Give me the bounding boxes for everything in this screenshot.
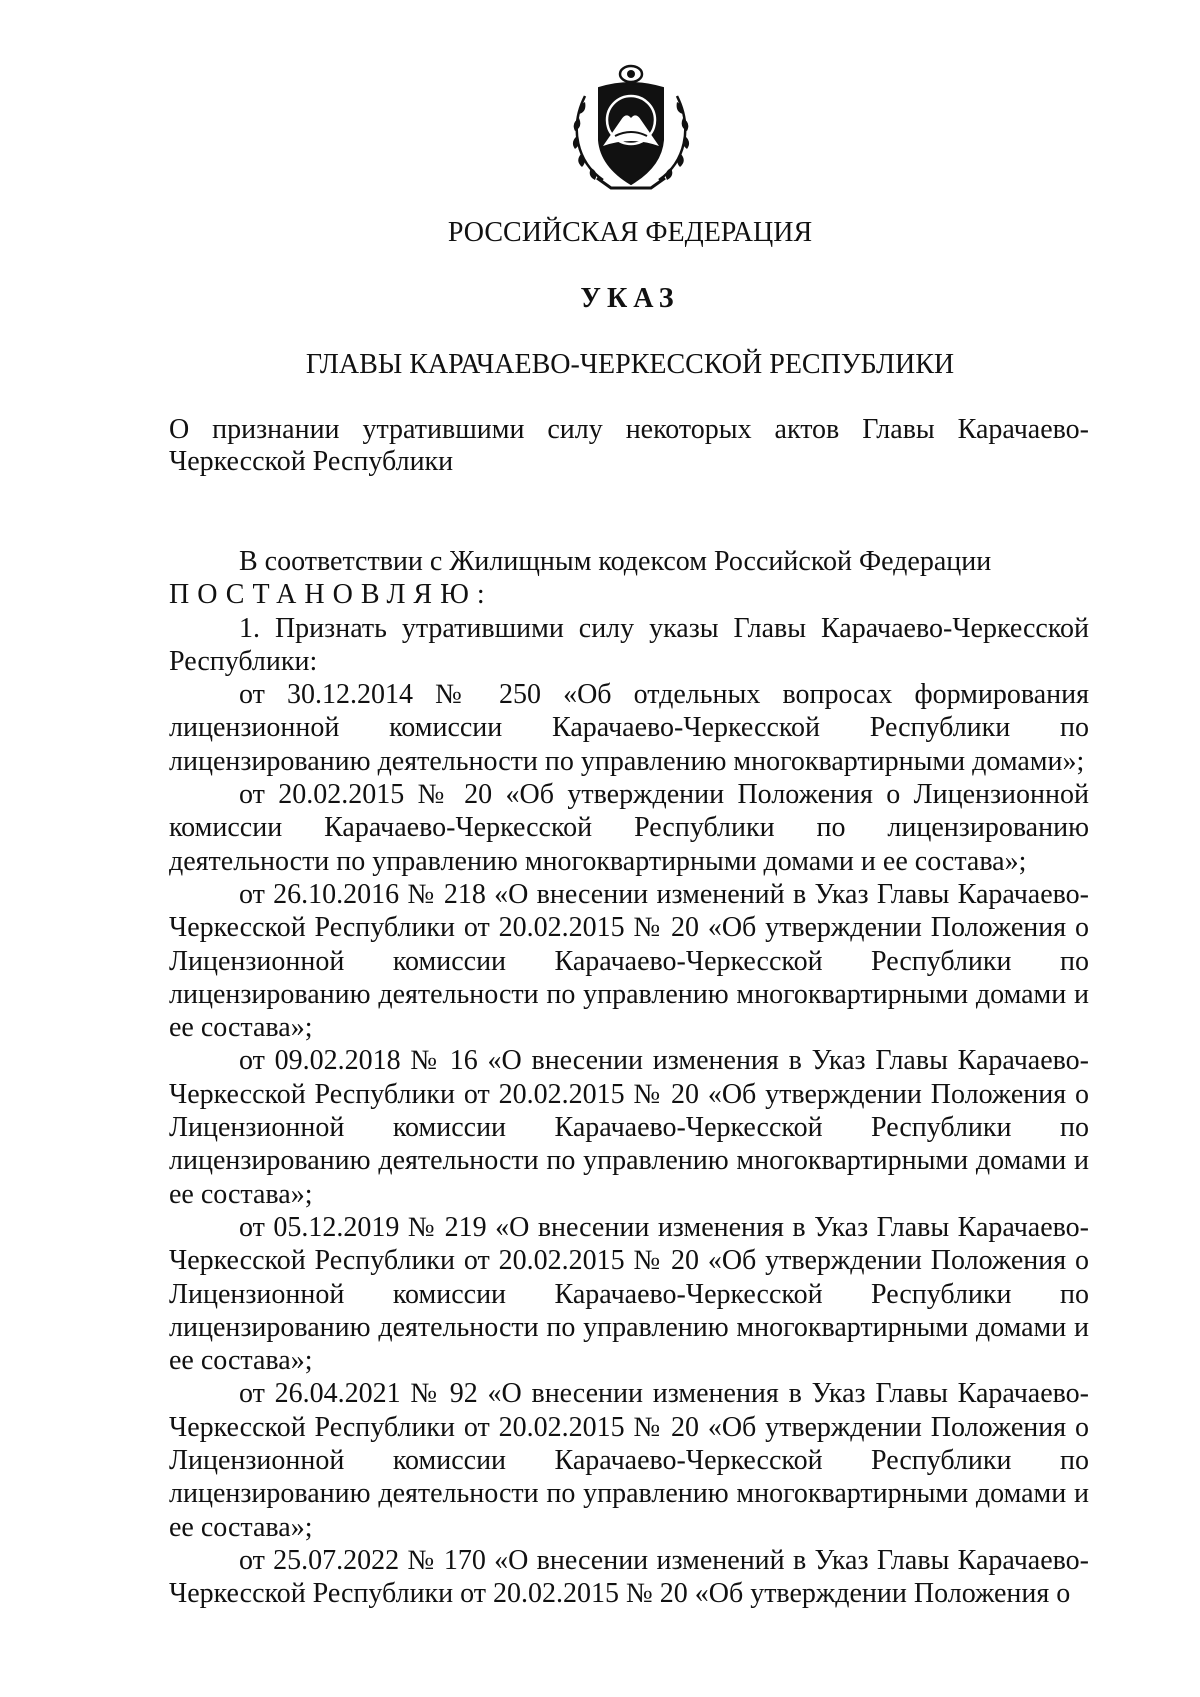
repealed-act-item: от 05.12.2019 № 219 «О внесении изменения в Указ Главы Карачаево-Черкесской Республики от 20.02.2015 № 20 «Об утверждении Положения о Лицензионной комиссии Карачаево-Черкесской Республики по лицензированию деятельности по управлению многоквартирными домами и ее состава»;	[169, 1211, 1089, 1377]
repealed-act-item: от 09.02.2018 № 16 «О внесении изменения в Указ Главы Карачаево-Черкесской Республики от 20.02.2015 № 20 «Об утверждении Положения о Лицензионной комиссии Карачаево-Черкесской Республики по лицензированию деятельности по управлению многоквартирными домами и ее состава»;	[169, 1045, 1089, 1210]
repealed-act-item: от 26.04.2021 № 92 «О внесении изменения в Указ Главы Карачаево-Черкесской Республики от 20.02.2015 № 20 «Об утверждении Положения о Лицензионной комиссии Карачаево-Черкесской Республики по лицензированию деятельности по управлению многоквартирными домами и ее состава»;	[169, 1378, 1089, 1543]
document-body	[169, 545, 1089, 1611]
act-type-heading: УКАЗ	[580, 283, 680, 314]
preamble: В соответствии с Жилищным кодексом Российской Федерации	[239, 546, 992, 577]
decree-word: ПОСТАНОВЛЯЮ:	[169, 579, 493, 611]
repealed-act-item: от 30.12.2014 № 250 «Об отдельных вопросах формирования лицензионной комиссии Карачаево-Черкесской Республики по лицензированию деятельности по управлению многоквартирными домами»;	[169, 679, 1089, 777]
repealed-act-item: от 20.02.2015 № 20 «Об утверждении Положения о Лицензионной комиссии Карачаево-Черкесской Республики по лицензированию деятельности по управлению многоквартирными домами и ее состава»;	[169, 779, 1089, 877]
repealed-act-item: от 25.07.2022 № 170 «О внесении изменений в Указ Главы Карачаево-Черкесской Республики от 20.02.2015 № 20 «Об утверждении Положения о	[169, 1544, 1089, 1610]
clause-1: 1. Признать утратившими силу указы Главы Карачаево-Черкесской Республики:	[169, 612, 1089, 677]
document-subject: О признании утратившими силу некоторых актов Главы Карачаево-Черкесской Республики	[169, 414, 1089, 477]
country-heading: РОССИЙСКАЯ ФЕДЕРАЦИЯ	[447, 217, 813, 248]
repealed-act-item: от 26.10.2016 № 218 «О внесении изменений в Указ Главы Карачаево-Черкесской Республики от 20.02.2015 № 20 «Об утверждении Положения о Лицензионной комиссии Карачаево-Черкесской Республики по лицензированию деятельности по управлению многоквартирными домами и ее состава»;	[169, 878, 1089, 1044]
issuer-heading: ГЛАВЫ КАРАЧАЕВО-ЧЕРКЕССКОЙ РЕСПУБЛИКИ	[305, 349, 955, 380]
coat-of-arms-icon	[563, 62, 699, 198]
